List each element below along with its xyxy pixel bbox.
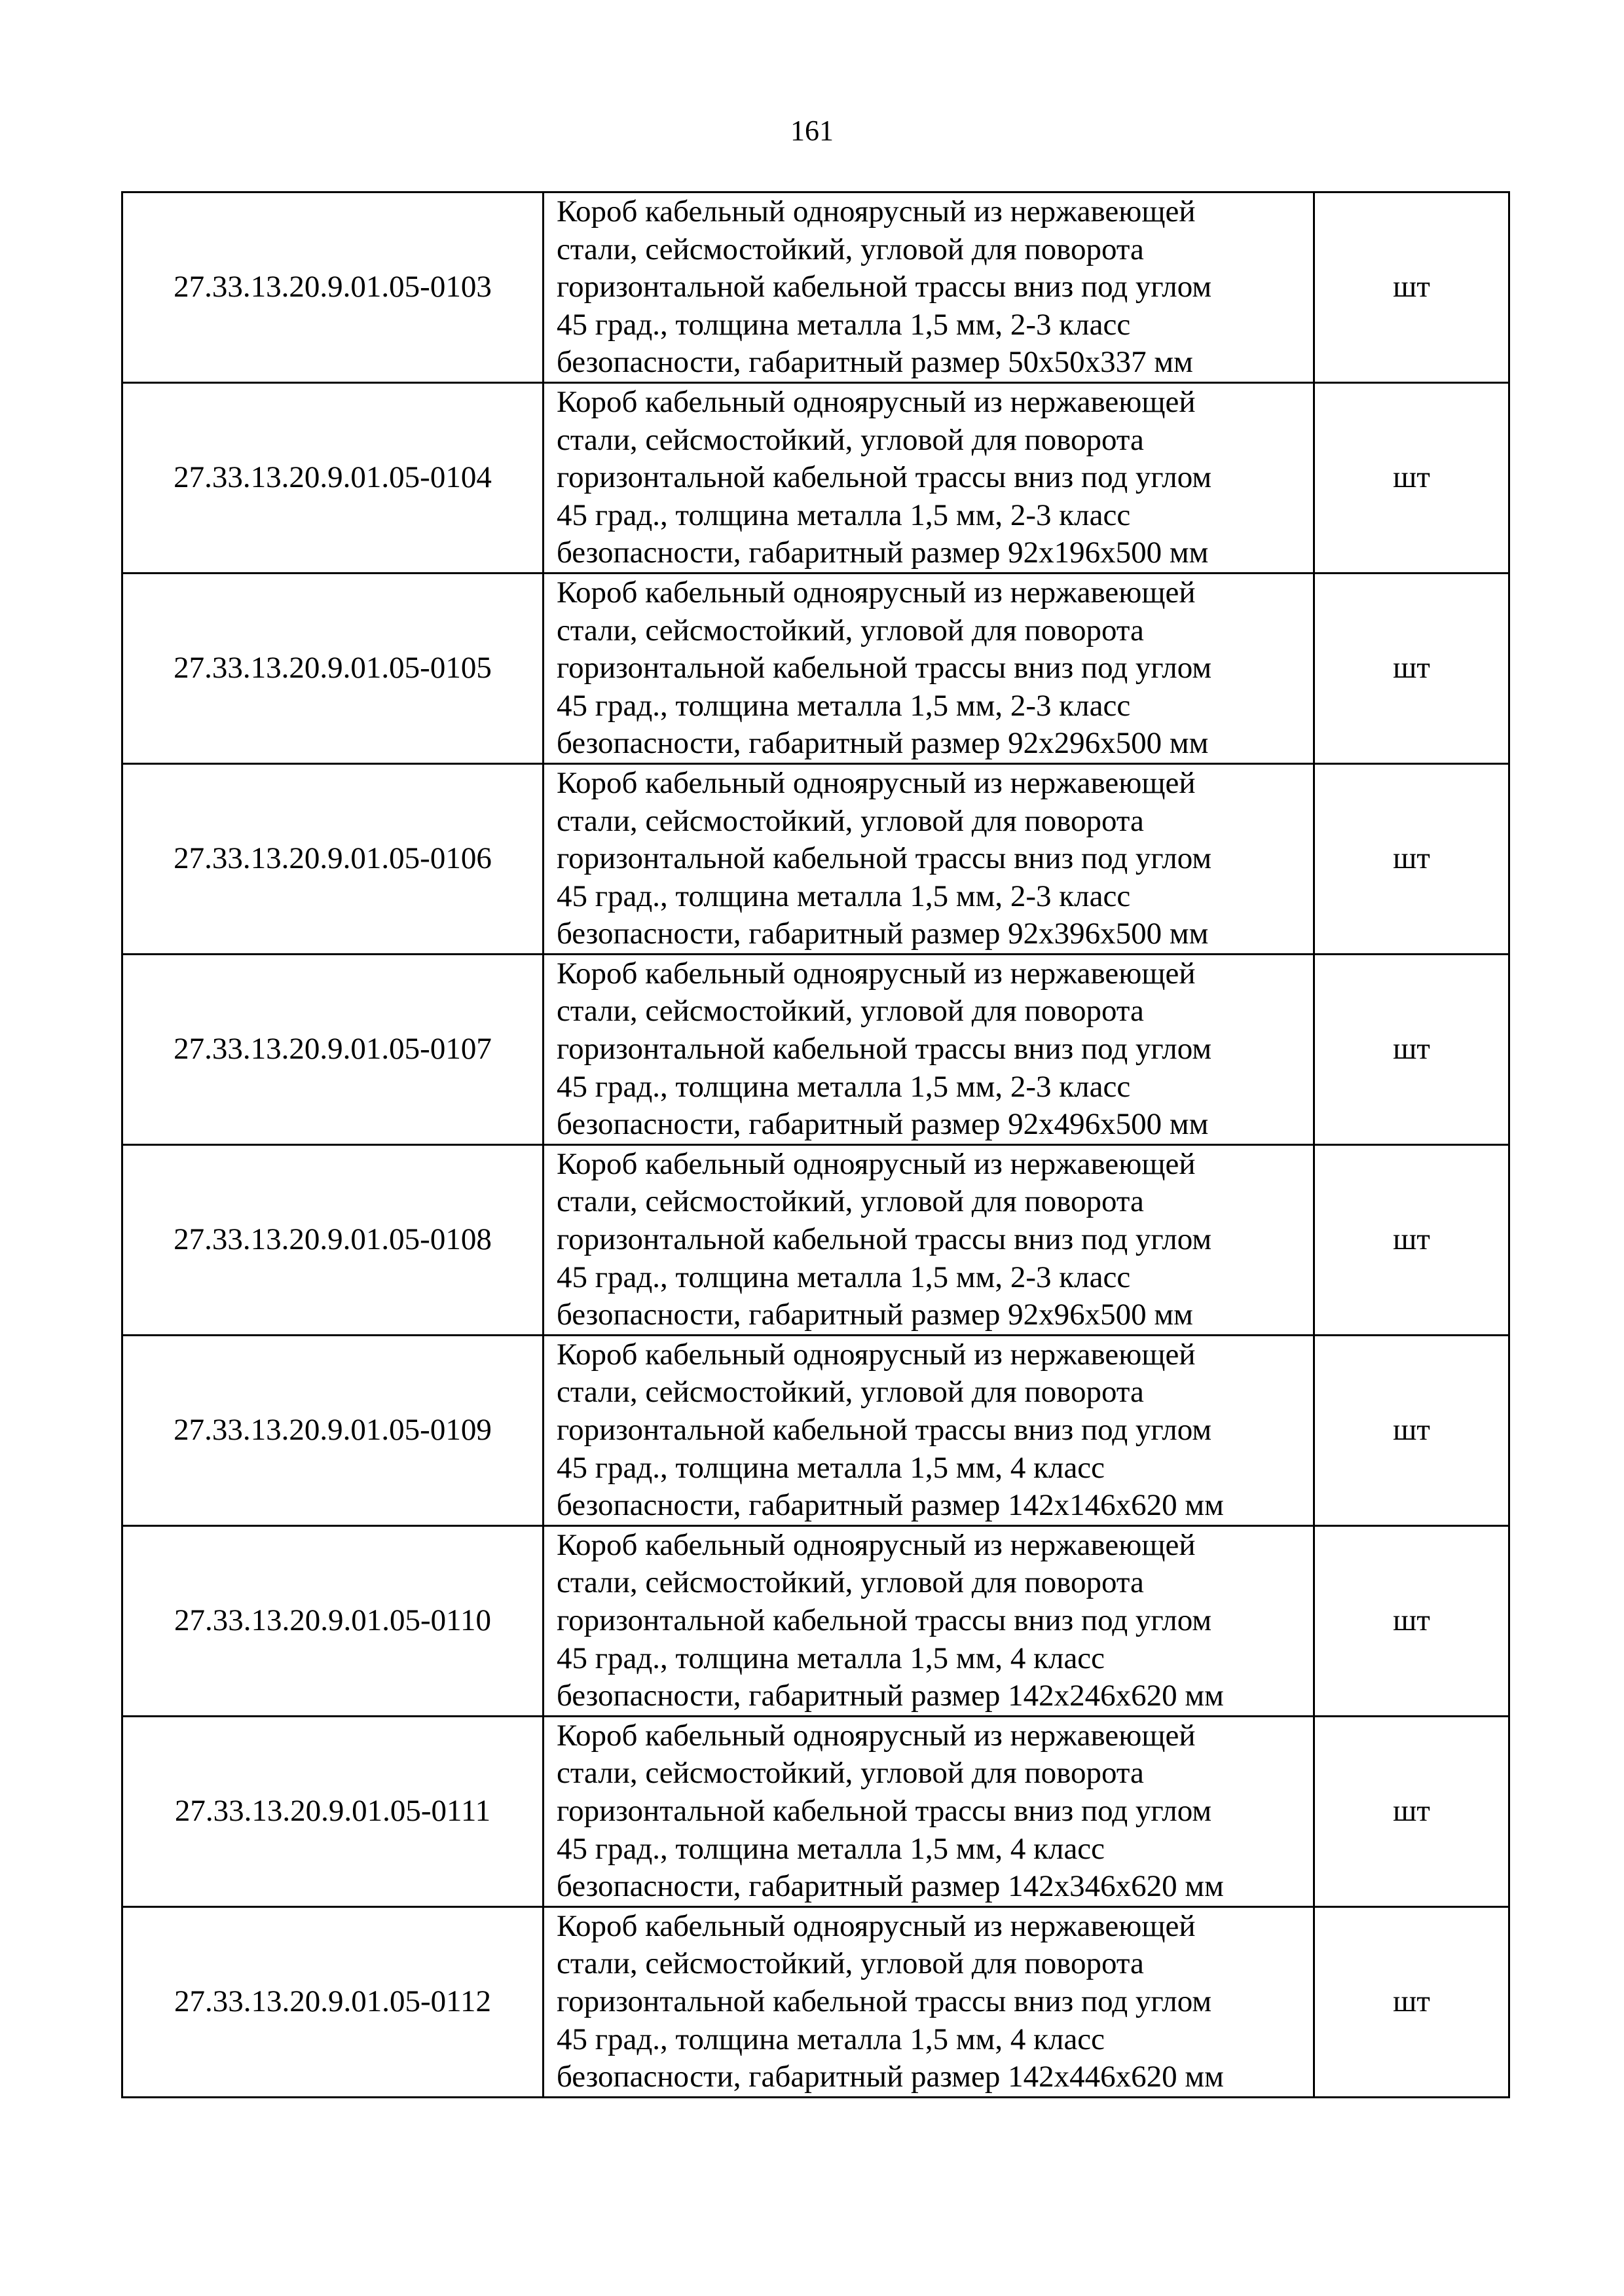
item-description-line: стали, сейсмостойкий, угловой для поворота: [557, 803, 1144, 838]
item-description-line: Короб кабельный одноярусный из нержавеющей: [557, 1908, 1196, 1943]
item-description-line: горизонтальной кабельной трассы вниз под углом: [557, 841, 1212, 876]
item-unit: шт: [1393, 460, 1430, 495]
item-description-line: безопасности, габаритный размер 142x346x620 мм: [557, 1869, 1224, 1904]
item-description-line: стали, сейсмостойкий, угловой для поворота: [557, 613, 1144, 647]
item-code-cell: [122, 1525, 544, 1716]
item-code: 27.33.13.20.9.01.05-0103: [174, 270, 492, 304]
item-code-cell: [122, 192, 544, 383]
item-description-line: 45 град., толщина металла 1,5 мм, 2-3 класс: [557, 307, 1131, 342]
item-code-cell: [122, 763, 544, 954]
item-unit-cell: [1314, 763, 1509, 954]
item-description-line: 45 град., толщина металла 1,5 мм, 2-3 класс: [557, 1260, 1131, 1294]
item-description-line: 45 град., толщина металла 1,5 мм, 2-3 класс: [557, 498, 1131, 532]
item-code: 27.33.13.20.9.01.05-0111: [174, 1793, 491, 1828]
item-description-line: горизонтальной кабельной трассы вниз под углом: [557, 1793, 1212, 1828]
item-description-line: безопасности, габаритный размер 92x96x500 мм: [557, 1298, 1193, 1332]
table-row: [122, 382, 1509, 573]
item-code-cell: [122, 573, 544, 763]
item-unit-cell: [1314, 573, 1509, 763]
item-unit-cell: [1314, 192, 1509, 383]
item-unit: шт: [1393, 1032, 1430, 1066]
item-unit-cell: [1314, 1906, 1509, 2097]
item-description-line: горизонтальной кабельной трассы вниз под углом: [557, 1603, 1212, 1637]
spec-table: [121, 191, 1510, 2098]
item-description-cell: [544, 192, 1314, 383]
item-description-line: горизонтальной кабельной трассы вниз под углом: [557, 1032, 1212, 1066]
item-unit: шт: [1393, 1793, 1430, 1828]
item-description-line: стали, сейсмостойкий, угловой для поворота: [557, 994, 1144, 1029]
item-unit: шт: [1393, 270, 1430, 304]
item-description-cell: [544, 1716, 1314, 1906]
item-code-cell: [122, 1335, 544, 1525]
item-description-line: стали, сейсмостойкий, угловой для поворота: [557, 1565, 1144, 1600]
item-unit: шт: [1393, 841, 1430, 876]
item-description-line: 45 град., толщина металла 1,5 мм, 4 класс: [557, 1831, 1105, 1866]
item-description-line: безопасности, габаритный размер 92x196x500 мм: [557, 536, 1209, 570]
item-description-line: безопасности, габаритный размер 92x496x500 мм: [557, 1107, 1209, 1142]
item-description-line: стали, сейсмостойкий, угловой для поворота: [557, 1375, 1144, 1410]
page-number: 161: [790, 115, 834, 147]
item-code: 27.33.13.20.9.01.05-0109: [174, 1413, 492, 1447]
table-row: [122, 954, 1509, 1144]
item-code: 27.33.13.20.9.01.05-0105: [174, 651, 492, 685]
item-description-line: стали, сейсмостойкий, угловой для поворота: [557, 232, 1144, 266]
item-description-line: Короб кабельный одноярусный из нержавеющей: [557, 384, 1196, 419]
item-code: 27.33.13.20.9.01.05-0104: [174, 460, 492, 495]
item-description-line: безопасности, габаритный размер 50x50x337 мм: [557, 345, 1193, 380]
item-unit-cell: [1314, 382, 1509, 573]
item-unit-cell: [1314, 1525, 1509, 1716]
item-description-cell: [544, 1144, 1314, 1335]
item-description-line: Короб кабельный одноярусный из нержавеющей: [557, 575, 1196, 610]
item-code-cell: [122, 954, 544, 1144]
item-description-line: безопасности, габаритный размер 92x396x500 мм: [557, 917, 1209, 951]
item-code-cell: [122, 1906, 544, 2097]
item-description-line: стали, сейсмостойкий, угловой для поворота: [557, 422, 1144, 457]
item-description-cell: [544, 954, 1314, 1144]
item-description-cell: [544, 1525, 1314, 1716]
item-description-cell: [544, 763, 1314, 954]
item-description-line: горизонтальной кабельной трассы вниз под углом: [557, 270, 1212, 304]
item-unit-cell: [1314, 1335, 1509, 1525]
item-unit: шт: [1393, 1984, 1430, 2018]
item-code: 27.33.13.20.9.01.05-0107: [174, 1032, 492, 1066]
item-description-line: стали, сейсмостойкий, угловой для поворота: [557, 1946, 1144, 1981]
item-unit: шт: [1393, 651, 1430, 685]
item-description-line: Короб кабельный одноярусный из нержавеющей: [557, 1146, 1196, 1181]
item-description-cell: [544, 1906, 1314, 2097]
item-unit: шт: [1393, 1222, 1430, 1257]
item-description-line: Короб кабельный одноярусный из нержавеющей: [557, 1718, 1196, 1753]
item-code: 27.33.13.20.9.01.05-0110: [174, 1603, 491, 1637]
table-row: [122, 573, 1509, 763]
item-description-line: 45 град., толщина металла 1,5 мм, 2-3 класс: [557, 879, 1131, 913]
item-description-line: горизонтальной кабельной трассы вниз под углом: [557, 460, 1212, 495]
item-description-cell: [544, 382, 1314, 573]
item-description-line: горизонтальной кабельной трассы вниз под углом: [557, 651, 1212, 685]
item-description-line: Короб кабельный одноярусный из нержавеющей: [557, 1337, 1196, 1372]
item-description-cell: [544, 1335, 1314, 1525]
item-description-line: Короб кабельный одноярусный из нержавеющей: [557, 765, 1196, 800]
item-description-line: горизонтальной кабельной трассы вниз под углом: [557, 1413, 1212, 1447]
item-code: 27.33.13.20.9.01.05-0112: [174, 1984, 491, 2018]
item-description-cell: [544, 573, 1314, 763]
item-code: 27.33.13.20.9.01.05-0108: [174, 1222, 492, 1257]
table-row: [122, 763, 1509, 954]
item-description-line: 45 град., толщина металла 1,5 мм, 2-3 класс: [557, 688, 1131, 723]
table-row: [122, 192, 1509, 383]
table-row: [122, 1144, 1509, 1335]
item-description-line: стали, сейсмостойкий, угловой для поворота: [557, 1184, 1144, 1219]
table-row: [122, 1335, 1509, 1525]
item-code-cell: [122, 1716, 544, 1906]
item-description-line: Короб кабельный одноярусный из нержавеющей: [557, 194, 1196, 228]
item-description-line: безопасности, габаритный размер 92x296x500 мм: [557, 726, 1209, 761]
item-unit-cell: [1314, 954, 1509, 1144]
item-description-line: горизонтальной кабельной трассы вниз под углом: [557, 1984, 1212, 2018]
item-description-line: безопасности, габаритный размер 142x446x620 мм: [557, 2060, 1224, 2094]
item-unit: шт: [1393, 1603, 1430, 1637]
table-row: [122, 1906, 1509, 2097]
item-description-line: 45 град., толщина металла 1,5 мм, 4 класс: [557, 1641, 1105, 1675]
item-description-line: 45 град., толщина металла 1,5 мм, 4 класс: [557, 1450, 1105, 1485]
table-row: [122, 1716, 1509, 1906]
item-description-line: Короб кабельный одноярусный из нержавеющей: [557, 956, 1196, 991]
item-code: 27.33.13.20.9.01.05-0106: [174, 841, 492, 876]
item-code-cell: [122, 1144, 544, 1335]
item-description-line: горизонтальной кабельной трассы вниз под углом: [557, 1222, 1212, 1257]
item-unit-cell: [1314, 1144, 1509, 1335]
item-description-line: безопасности, габаритный размер 142x146x620 мм: [557, 1488, 1224, 1523]
item-unit-cell: [1314, 1716, 1509, 1906]
table-row: [122, 1525, 1509, 1716]
item-description-line: безопасности, габаритный размер 142x246x620 мм: [557, 1679, 1224, 1713]
item-description-line: 45 град., толщина металла 1,5 мм, 4 класс: [557, 2022, 1105, 2056]
item-code-cell: [122, 382, 544, 573]
item-unit: шт: [1393, 1413, 1430, 1447]
spec-table-body: [122, 192, 1509, 2098]
item-description-line: стали, сейсмостойкий, угловой для поворота: [557, 1756, 1144, 1791]
item-description-line: Короб кабельный одноярусный из нержавеющей: [557, 1527, 1196, 1562]
item-description-line: 45 град., толщина металла 1,5 мм, 2-3 класс: [557, 1069, 1131, 1104]
